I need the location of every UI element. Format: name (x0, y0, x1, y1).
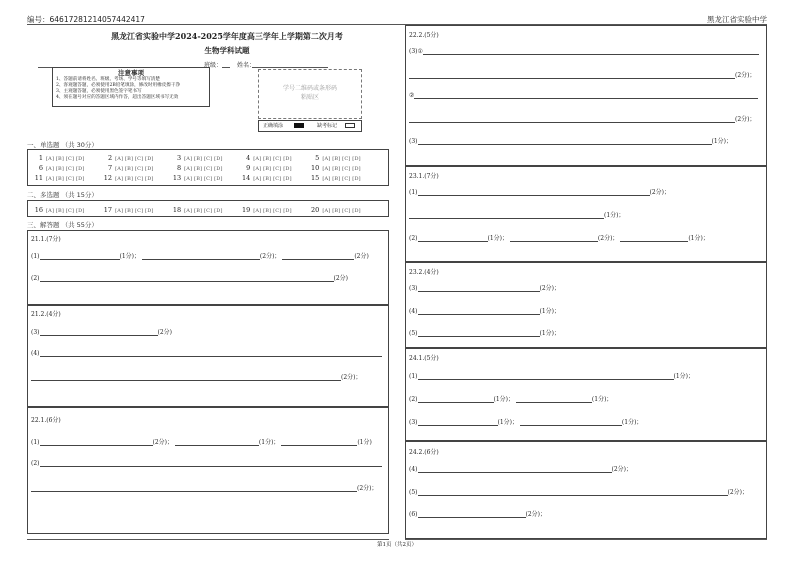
score-note: (1分)； (487, 235, 508, 242)
answer-blank[interactable] (31, 485, 357, 492)
answer-blank[interactable] (40, 329, 158, 336)
multi-choice-box (27, 200, 389, 217)
answer-options[interactable]: [A] [B] [C] [D] (322, 156, 361, 162)
notice-item: 4、须在题号对应的答题区域内作答，超出答题区域书写无效 (56, 95, 179, 100)
answer-box-21-2 (27, 305, 389, 407)
answer-blank[interactable] (423, 48, 759, 55)
part-number: (2) (31, 275, 40, 282)
section-multi-choice: 二、多选题 （共 15分） (27, 191, 98, 199)
question-number: 19 (241, 206, 251, 214)
answer-line (31, 251, 369, 260)
answer-options[interactable]: [A] [B] [C] [D] (253, 176, 292, 182)
part-number: (6) (409, 511, 418, 518)
answer-options[interactable]: [A] [B] [C] [D] (184, 208, 223, 214)
barcode-text-2: 粘贴区 (300, 94, 319, 101)
section-answer: 三、解答题 （共 55分） (27, 221, 98, 229)
part-number: (4) (409, 466, 418, 473)
part-number: (3) (409, 138, 418, 145)
score-note: (2分)； (735, 116, 756, 123)
score-note: (2分)； (341, 374, 362, 381)
serial-value: 64617281214057442417 (49, 15, 145, 24)
legend-correct-label: 正确填涂 (263, 123, 284, 129)
answer-options[interactable]: [A] [B] [C] [D] (46, 176, 85, 182)
answer-box-23-2 (405, 262, 767, 348)
answer-box-23-1 (405, 166, 767, 262)
answer-blank[interactable] (40, 253, 120, 260)
answer-line (409, 70, 756, 79)
page-footer: 第1页（共2页） (377, 542, 417, 548)
question-number: 1 (38, 154, 43, 162)
question-heading: 24.1.(5分) (409, 355, 439, 362)
question-heading: 23.1.(7分) (409, 173, 439, 180)
answer-line (409, 114, 756, 123)
answer-blank[interactable] (520, 419, 622, 426)
circle-number: ① (417, 48, 423, 55)
school-name: 黑龙江省实验中学 (707, 15, 767, 24)
answer-options[interactable]: [A] [B] [C] [D] (46, 208, 85, 214)
single-row-1 (31, 154, 374, 162)
circle-number: ② (409, 92, 415, 99)
score-note: (1分)； (591, 396, 613, 403)
answer-line (409, 328, 560, 337)
answer-options[interactable]: [A] [B] [C] [D] (184, 156, 223, 162)
field-line (38, 67, 52, 68)
answer-line (31, 273, 348, 282)
part-number: (3) (409, 285, 418, 292)
score-note: (1分)； (688, 235, 709, 242)
absent-mark-box[interactable] (345, 123, 355, 128)
score-note: (1分)； (539, 330, 560, 337)
question-number: 8 (177, 164, 182, 172)
answer-line (409, 233, 709, 242)
answer-blank[interactable] (40, 275, 334, 282)
answer-blank[interactable] (620, 235, 688, 242)
answer-line (409, 371, 694, 380)
score-note: (2分)； (611, 466, 632, 473)
score-note: (1分)； (493, 396, 514, 403)
multi-row (31, 206, 374, 214)
answer-options[interactable]: [A] [B] [C] [D] (184, 176, 223, 182)
answer-options[interactable]: [A] [B] [C] [D] (46, 156, 85, 162)
question-number: 15 (311, 174, 320, 182)
answer-options[interactable]: [A] [B] [C] [D] (184, 166, 223, 172)
score-note: (1分)； (711, 138, 732, 145)
score-note: (2分) (354, 253, 369, 260)
answer-blank[interactable] (418, 138, 712, 145)
answer-line (409, 417, 642, 426)
answer-blank[interactable] (175, 439, 259, 446)
exam-title: 黑龙江省实验中学2024-2025学年度高三学年上学期第二次月考 (111, 31, 343, 41)
answer-box-21-1 (27, 230, 389, 305)
answer-blank[interactable] (409, 116, 735, 123)
score-note: (1分)； (673, 373, 694, 380)
single-choice-box (27, 149, 389, 186)
answer-blank[interactable] (516, 396, 592, 403)
answer-box-24-2 (405, 441, 767, 539)
answer-line (31, 327, 172, 336)
answer-line (409, 48, 759, 55)
score-note: (2分)； (597, 235, 619, 242)
score-note: (2分)； (525, 511, 546, 518)
answer-blank[interactable] (418, 396, 494, 403)
score-note: (1分) (357, 439, 372, 446)
part-number: (3) (409, 419, 418, 426)
answer-options[interactable]: [A] [B] [C] [D] (115, 156, 154, 162)
part-number: (4) (409, 308, 418, 315)
answer-line (31, 483, 378, 492)
question-number: 2 (107, 154, 113, 162)
answer-line (409, 487, 748, 496)
notice-heading: 注意事项 (118, 69, 144, 77)
score-note: (1分)； (604, 212, 625, 219)
question-number: 13 (172, 174, 182, 182)
part-number: (2) (31, 460, 40, 467)
fill-legend (258, 120, 362, 132)
answer-line (409, 210, 625, 219)
answer-options[interactable]: [A] [B] [C] [D] (253, 166, 292, 172)
notice-item: 3、主观题答题，必须使用黑色签字笔书写 (56, 89, 142, 94)
question-number: 6 (38, 164, 43, 172)
part-number: (1) (409, 373, 418, 380)
answer-blank[interactable] (418, 308, 540, 315)
answer-box-24-1 (405, 348, 767, 441)
answer-blank[interactable] (409, 212, 604, 219)
legend-missing-label: 缺考标记 (317, 123, 338, 129)
answer-blank[interactable] (31, 374, 341, 381)
part-number: (3) (31, 329, 40, 336)
part-number: (5) (409, 330, 418, 337)
question-number: 10 (311, 164, 320, 172)
answer-options[interactable]: [A] [B] [C] [D] (46, 166, 85, 172)
score-note: (2分) (157, 329, 172, 336)
answer-options[interactable]: [A] [B] [C] [D] (322, 208, 361, 214)
question-heading: 22.1.(6分) (31, 417, 61, 424)
score-note: (2分)； (735, 72, 756, 79)
barcode-text-1: 学号二维码或条形码 (282, 85, 337, 92)
answer-line (31, 350, 382, 357)
part-number: (2) (409, 396, 418, 403)
question-number: 9 (246, 164, 251, 172)
answer-blank[interactable] (418, 489, 728, 496)
answer-options[interactable]: [A] [B] [C] [D] (322, 176, 361, 182)
question-number: 18 (172, 206, 182, 214)
answer-options[interactable]: [A] [B] [C] [D] (115, 208, 154, 214)
answer-blank[interactable] (418, 189, 650, 196)
answer-blank[interactable] (418, 419, 498, 426)
question-number: 14 (241, 174, 251, 182)
question-number: 7 (107, 164, 113, 172)
answer-options[interactable]: [A] [B] [C] [D] (115, 176, 154, 182)
answer-blank[interactable] (409, 72, 735, 79)
score-note: (2分)； (259, 253, 281, 260)
answer-blank[interactable] (281, 439, 357, 446)
answer-blank[interactable] (418, 330, 540, 337)
single-row-3 (31, 174, 374, 182)
part-number: (2) (409, 235, 418, 242)
answer-blank[interactable] (40, 439, 153, 446)
answer-box-22-2 (405, 25, 767, 166)
answer-blank[interactable] (418, 235, 488, 242)
answer-line (409, 394, 612, 403)
score-note: (2分)； (539, 285, 560, 292)
answer-blank[interactable] (418, 285, 540, 292)
part-number: (1) (409, 189, 418, 196)
question-heading: 23.2.(4分) (409, 269, 439, 276)
class-label: 班级： (204, 62, 223, 69)
part-number: (3) (409, 48, 418, 55)
question-number: 4 (246, 154, 251, 162)
score-note: (2分)； (152, 439, 173, 446)
question-number: 17 (103, 206, 113, 214)
score-note: (2分)； (649, 189, 670, 196)
score-note: (2分)； (727, 489, 748, 496)
answer-line (409, 187, 670, 196)
part-number: (1) (31, 439, 40, 446)
answer-options[interactable]: [A] [B] [C] [D] (322, 166, 361, 172)
answer-box-22-1 (27, 407, 389, 534)
question-heading: 21.1.(7分) (31, 236, 61, 243)
section-single-choice: 一、单选题 （共 30分） (27, 141, 98, 149)
answer-line (31, 437, 372, 446)
score-note: (2分) (333, 275, 348, 282)
answer-blank[interactable] (418, 466, 612, 473)
question-heading: 21.2.(4分) (31, 311, 61, 318)
answer-line (31, 460, 382, 467)
score-note: (1分)； (621, 419, 643, 426)
score-note: (1分)； (258, 439, 280, 446)
answer-line (409, 464, 632, 473)
answer-blank[interactable] (418, 511, 526, 518)
answer-blank[interactable] (414, 92, 758, 99)
answer-options[interactable]: [A] [B] [C] [D] (115, 166, 154, 172)
answer-line (31, 372, 362, 381)
name-field[interactable] (252, 67, 328, 68)
answer-line (409, 283, 560, 292)
score-note: (1分)； (497, 419, 518, 426)
question-number: 11 (34, 174, 43, 182)
answer-line (409, 136, 732, 145)
score-note: (2分)； (357, 485, 378, 492)
part-number: (4) (31, 350, 40, 357)
answer-blank[interactable] (40, 460, 382, 467)
class-field[interactable] (222, 67, 230, 68)
serial-label: 编号： (27, 15, 50, 24)
question-number: 16 (34, 206, 43, 214)
question-number: 12 (103, 174, 113, 182)
notice-item: 2、客观题答题，必须使用2B铅笔填涂，修改时用橡皮擦干净 (56, 83, 181, 88)
name-label: 姓名： (237, 62, 256, 69)
question-number: 3 (177, 154, 182, 162)
part-number: (1) (31, 253, 40, 260)
answer-blank[interactable] (40, 350, 382, 357)
answer-line (409, 509, 546, 518)
score-note: (1分)； (539, 308, 560, 315)
question-heading: 22.2.(5分) (409, 32, 439, 39)
notice-item: 1、答题前请将姓名、班级、考场、学号等填写清楚 (56, 77, 160, 82)
answer-options[interactable]: [A] [B] [C] [D] (253, 208, 292, 214)
answer-options[interactable]: [A] [B] [C] [D] (253, 156, 292, 162)
single-row-2 (31, 164, 374, 172)
question-number: 20 (311, 206, 320, 214)
answer-line (409, 92, 758, 99)
score-note: (1分)； (119, 253, 140, 260)
answer-blank[interactable] (418, 373, 674, 380)
question-number: 5 (315, 154, 320, 162)
answer-line (409, 306, 560, 315)
answer-blank[interactable] (142, 253, 260, 260)
notice-box (52, 67, 210, 107)
answer-blank[interactable] (282, 253, 354, 260)
barcode-area (258, 69, 362, 119)
exam-subject: 生物学科试题 (204, 46, 250, 55)
answer-blank[interactable] (510, 235, 598, 242)
part-number: (5) (409, 489, 418, 496)
question-heading: 24.2.(6分) (409, 449, 439, 456)
correct-fill-icon (294, 123, 304, 128)
